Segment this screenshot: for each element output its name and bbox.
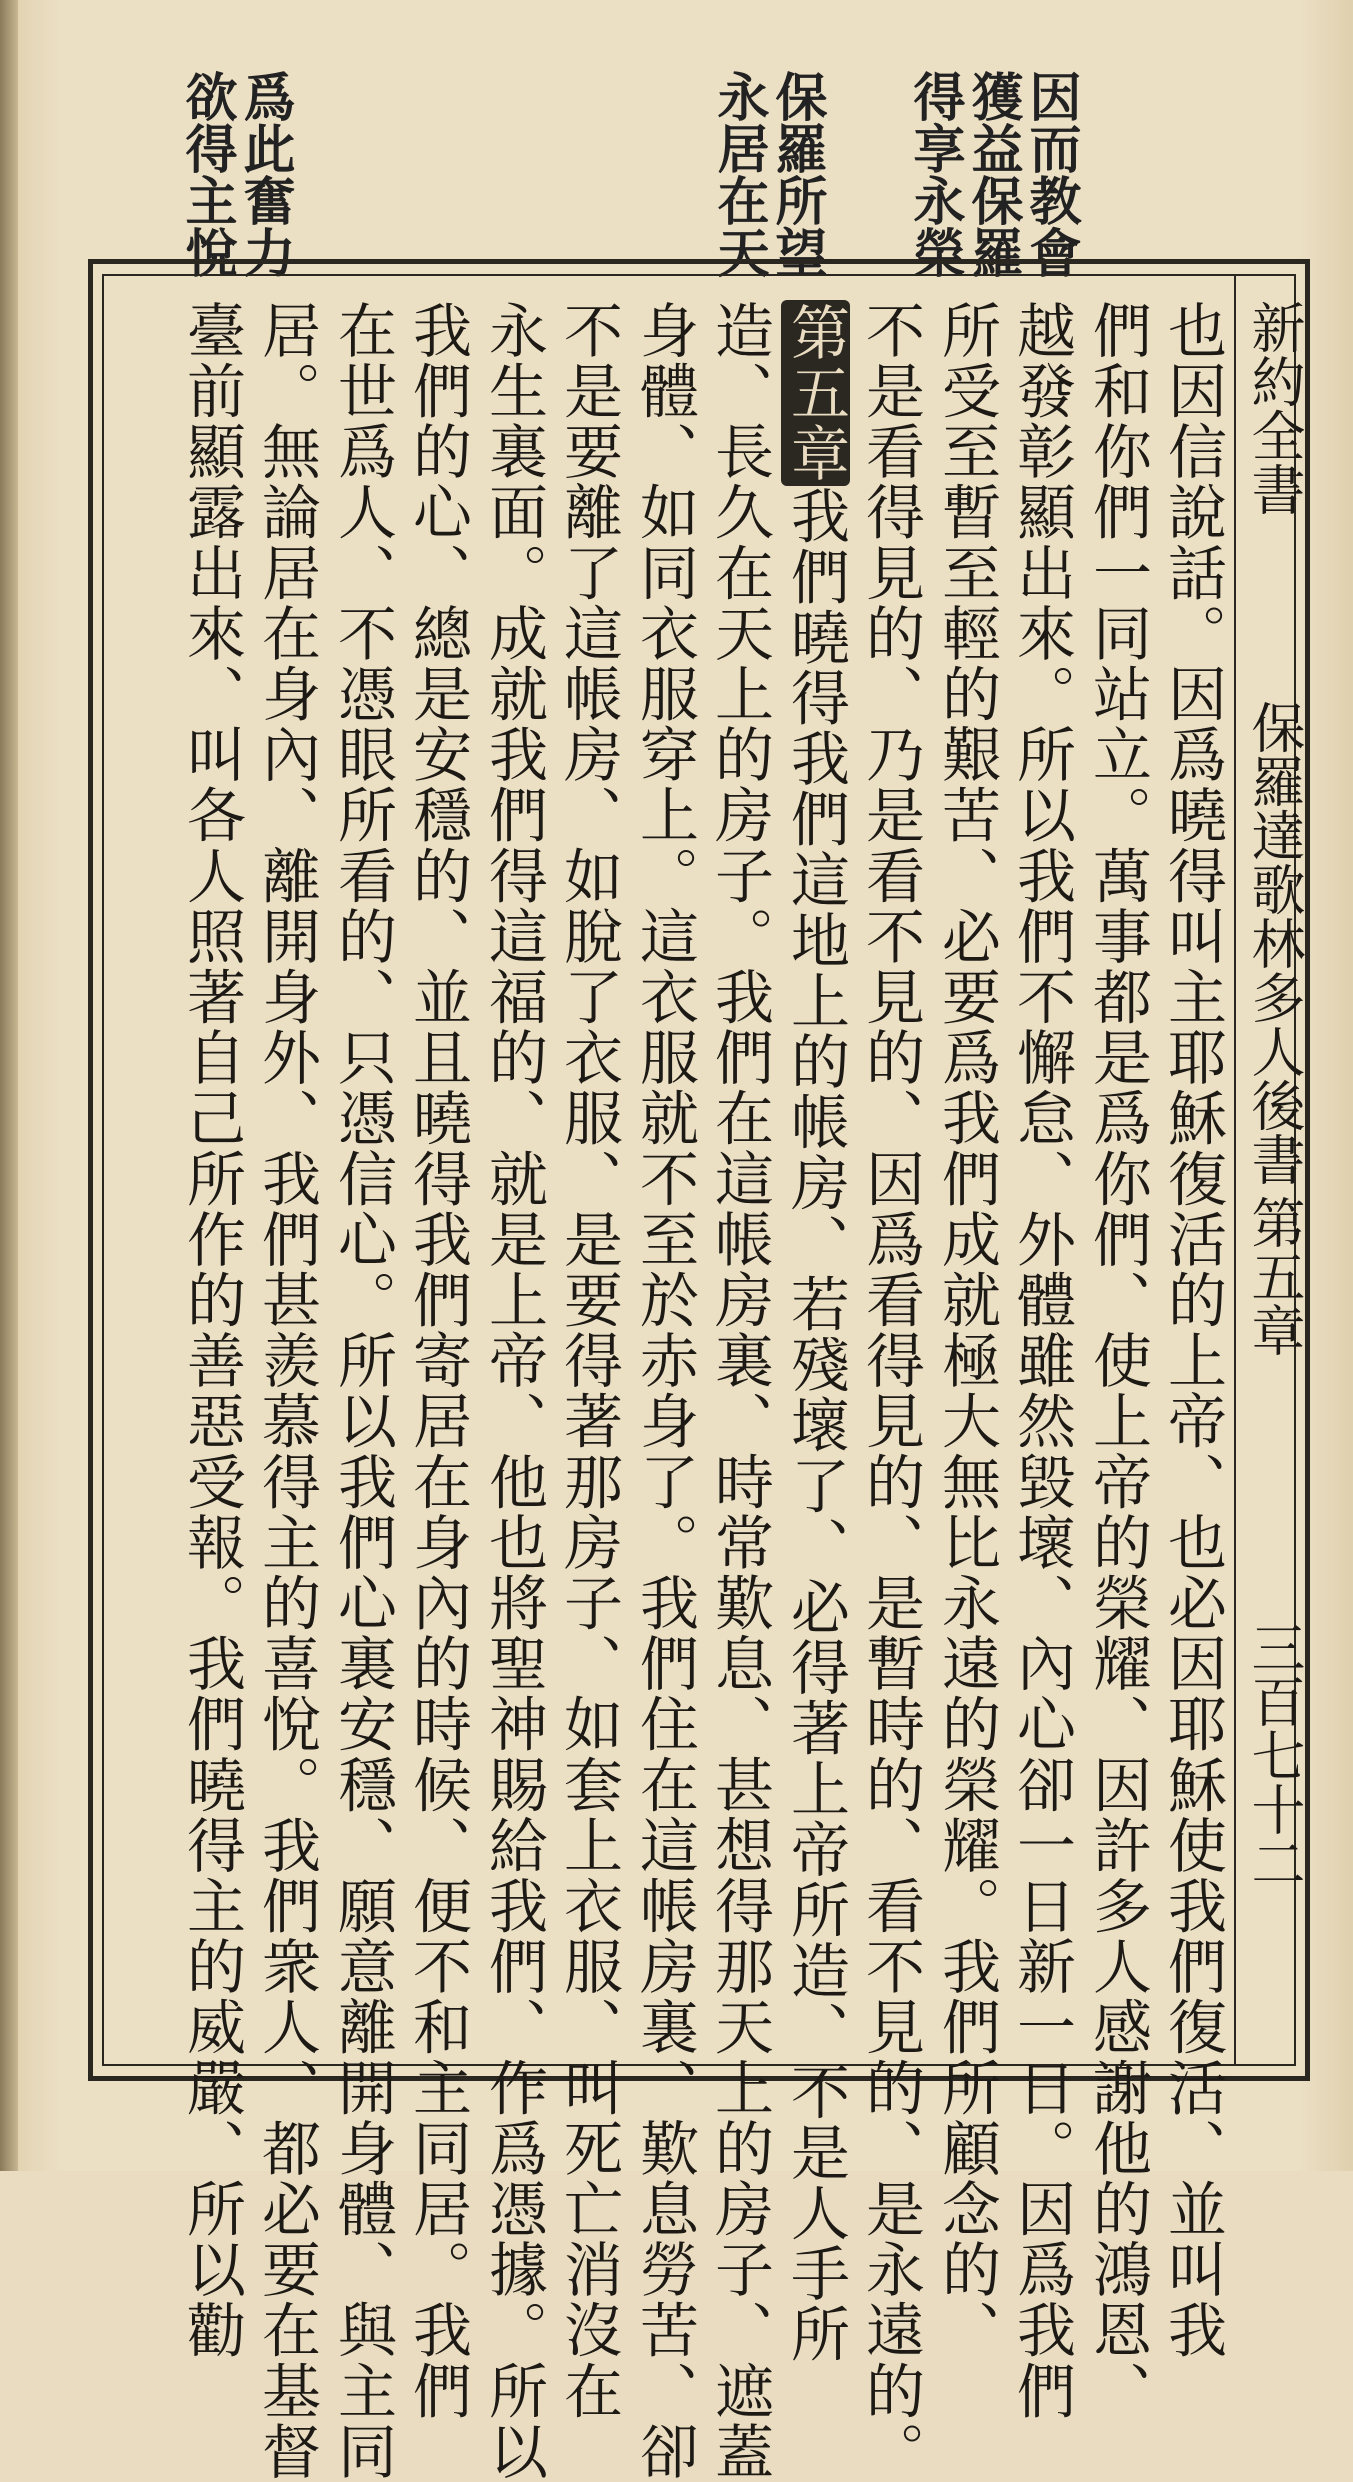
text-column: 臺前顯露出來、叫各人照著自己所作的善惡受報。我們曉得主的威嚴、所以勸 — [177, 300, 246, 2361]
headnote: 永居在天 — [708, 70, 769, 278]
text-column: 身體、如同衣服穿上。這衣服就不至於赤身了。我們住在這帳房裏、歎息勞苦、卻 — [630, 300, 699, 2482]
chapter-heading: 第五章 — [1243, 1195, 1306, 1357]
text-column: 也因信說話。因爲曉得叫主耶穌復活的上帝、也必因耶穌使我們復活、並叫我 — [1158, 300, 1227, 2361]
book-spine — [0, 0, 18, 2171]
text-column — [781, 300, 850, 2365]
text-column: 不是看得見的、乃是看不見的、因爲看得見的、是暫時的、看不見的、是永遠的。 — [856, 300, 925, 2482]
headnote: 爲此奮力 — [234, 70, 295, 278]
text-column-rest: 我們曉得我們這地上的帳房、若殘壞了、必得著上帝所造、不是人手所 — [781, 485, 850, 2365]
headnote: 保羅所望 — [766, 70, 827, 278]
text-column: 居。無論居在身內、離開身外、我們甚羨慕得主的喜悅。我們衆人、都必要在基督 — [252, 300, 321, 2482]
text-column: 永生裏面。成就我們得這福的、就是上帝、他也將聖神賜給我們、作爲憑據。所以 — [479, 300, 548, 2482]
text-column: 不是要離了這帳房、如脫了衣服、是要得著那房子、如套上衣服、叫死亡消沒在 — [554, 300, 623, 2421]
text-column: 造、長久在天上的房子。我們在這帳房裏、時常歎息、甚想得那天上的房子、遮蓋 — [705, 300, 774, 2482]
running-title: 保羅達歌林多人後書 — [1243, 700, 1306, 1186]
text-column: 在世爲人、不憑眼所看的、只憑信心。所以我們心裏安穩、願意離開身體、與主同 — [328, 300, 397, 2482]
book-title: 新約全書 — [1243, 300, 1306, 516]
headnote: 得享永榮 — [904, 70, 965, 278]
headnote: 因而教會 — [1020, 70, 1081, 278]
text-column: 們和你們一同站立。萬事都是爲你們、使上帝的榮耀、因許多人感謝他的鴻恩、 — [1083, 300, 1152, 2421]
text-column: 所受至暫至輕的艱苦、必要爲我們成就極大無比永遠的榮耀。我們所顧念的、 — [932, 300, 1001, 2361]
headnote: 欲得主悅 — [176, 70, 237, 278]
text-column: 越發彰顯出來。所以我們不懈怠、外體雖然毀壞、內心卻一日新一日。因爲我們 — [1007, 300, 1076, 2421]
chapter-marker: 第五章 — [781, 302, 850, 484]
page-number: 三百七十二 — [1243, 1620, 1306, 1890]
headnote: 獲益保羅 — [962, 70, 1023, 278]
text-column: 我們的心、總是安穩的、並且曉得我們寄居在身內的時候、便不和主同居。我們 — [403, 300, 472, 2421]
header-divider — [1234, 276, 1236, 2064]
